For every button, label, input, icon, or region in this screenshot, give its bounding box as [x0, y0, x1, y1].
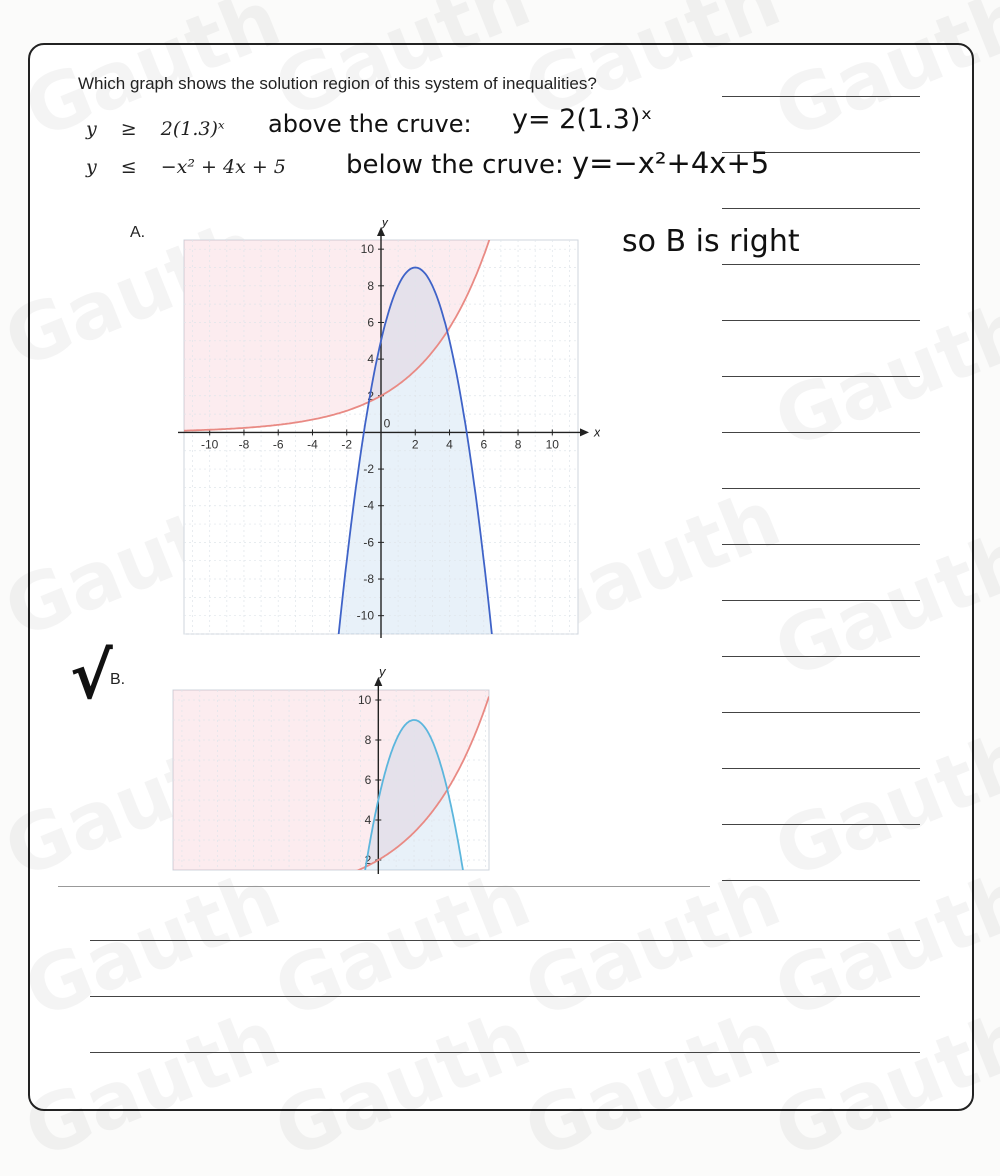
- y-tick-label: -2: [363, 462, 374, 477]
- x-tick-label: 2: [411, 437, 419, 452]
- handwritten-conclusion: so B is right: [622, 224, 800, 259]
- rule-line: [722, 656, 920, 657]
- option-a-graph[interactable]: [170, 220, 600, 640]
- rule-line: [722, 544, 920, 545]
- inequality-1: [86, 118, 225, 140]
- question-prompt: Which graph shows the solution region of this system of inequalities?: [78, 74, 597, 93]
- y-tick-label: 8: [364, 733, 372, 747]
- y-tick-label: 4: [367, 352, 374, 367]
- rule-line: [722, 432, 920, 433]
- inequality-2-op: ≤: [120, 156, 137, 178]
- rule-line: [722, 376, 920, 377]
- y-tick-label: 4: [364, 813, 372, 827]
- y-tick-label: 8: [367, 278, 374, 293]
- rule-line: [90, 940, 920, 941]
- y-axis-label: y: [381, 220, 389, 229]
- inequality-2: [86, 156, 286, 178]
- x-tick-label: 6: [480, 437, 488, 452]
- rule-line: [722, 600, 920, 601]
- rule-line: [722, 208, 920, 209]
- x-tick-label: 10: [545, 437, 559, 452]
- y-tick-label: 2: [367, 388, 374, 403]
- rule-line: [722, 264, 920, 265]
- rule-line: [722, 824, 920, 825]
- x-tick-label: 0: [383, 416, 391, 431]
- x-axis-arrow: [580, 428, 589, 436]
- y-tick-label: 6: [367, 315, 374, 330]
- inequality-1-lhs: y: [86, 118, 97, 140]
- option-a-label: A.: [130, 224, 146, 241]
- x-axis-label: x: [594, 424, 600, 440]
- handwritten-equation-1: y= 2(1.3)ˣ: [512, 104, 653, 135]
- rule-line: [722, 488, 920, 489]
- inequality-2-rhs: −x² + 4x + 5: [160, 156, 286, 178]
- x-tick-label: -8: [238, 437, 250, 452]
- x-tick-label: 8: [514, 437, 522, 452]
- handwritten-note-above: above the cruve:: [268, 110, 472, 138]
- x-tick-label: -6: [272, 437, 284, 452]
- y-tick-label: 10: [360, 242, 374, 257]
- inequality-1-rhs: 2(1.3)ˣ: [160, 118, 225, 140]
- y-tick-label: -4: [363, 498, 374, 513]
- y-tick-label: 2: [364, 853, 372, 867]
- rule-line: [722, 96, 920, 97]
- rule-line: [722, 320, 920, 321]
- card-edge: [58, 886, 710, 887]
- y-tick-label: -8: [363, 572, 374, 587]
- handwritten-equation-2: y=−x²+4x+5: [572, 146, 770, 180]
- rule-line: [90, 1052, 920, 1053]
- x-tick-label: -4: [307, 437, 318, 452]
- y-tick-label: -10: [356, 608, 374, 623]
- checkmark: √: [70, 640, 113, 714]
- handwritten-note-below: below the cruve:: [346, 150, 564, 180]
- rule-line: [722, 768, 920, 769]
- x-tick-label: -10: [201, 437, 219, 452]
- rule-line: [722, 880, 920, 881]
- x-tick-label: 4: [446, 437, 453, 452]
- rule-line: [90, 996, 920, 997]
- y-tick-label: 10: [357, 693, 372, 707]
- x-tick-label: -2: [341, 437, 353, 452]
- y-axis-label: y: [379, 668, 386, 679]
- inequality-2-lhs: y: [86, 156, 97, 178]
- option-b-graph[interactable]: [165, 668, 505, 880]
- y-tick-label: 6: [364, 773, 372, 787]
- inequality-1-op: ≥: [120, 118, 137, 140]
- option-b-label: B.: [110, 671, 126, 688]
- y-tick-label: -6: [363, 535, 374, 550]
- rule-line: [722, 712, 920, 713]
